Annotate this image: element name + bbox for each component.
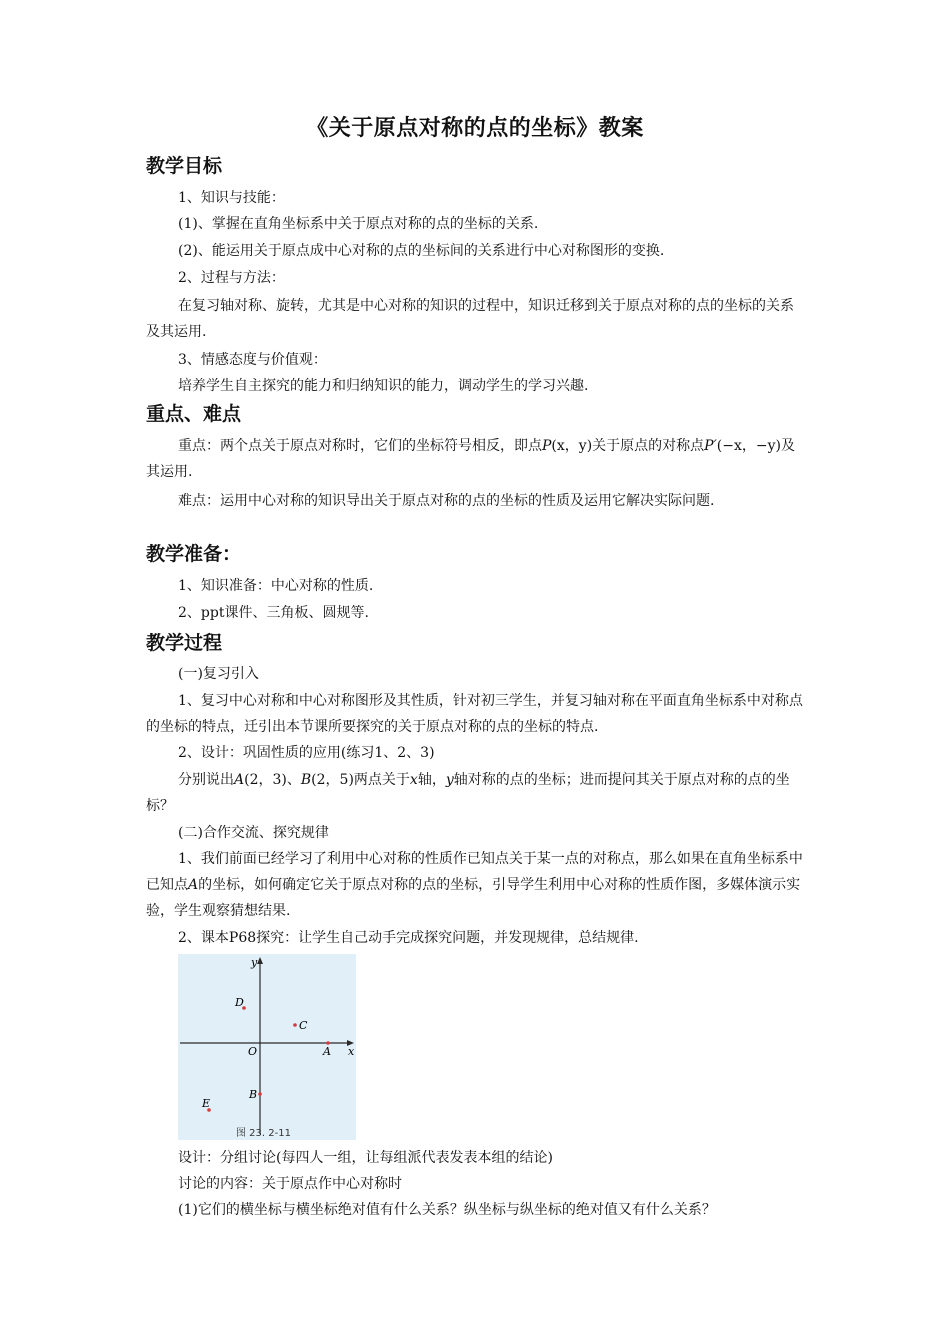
goal-item: 在复习轴对称、旋转，尤其是中心对称的知识的过程中，知识迁移到关于原点对称的点的坐标的关系及其运用. (146, 298, 794, 340)
heading-goals: 教学目标 (146, 155, 223, 177)
x-axis-var: x (409, 772, 418, 788)
process-part1-item: 1、复习中心对称和中心对称图形及其性质，针对初三学生，并复习轴对称在平面直角坐标系中对称点的坐标的特点，迁引出本节课所要探究的关于原点对称的点的坐标的特点. (146, 693, 803, 735)
process-part2-item: 2、课本P68探究：让学生自己动手完成探究问题，并发现规律，总结规律. (178, 930, 639, 946)
heading-key-points: 重点、难点 (146, 403, 242, 425)
discussion-text: 讨论的内容：关于原点作中心对称时 (178, 1176, 402, 1192)
goal-item: 3、情感态度与价值观： (178, 352, 327, 368)
point-c (293, 1023, 297, 1027)
process-part1-title: (一)复习引入 (178, 666, 259, 682)
figure-caption: 图 23. 2-11 (236, 1128, 291, 1139)
process-part1-item (146, 767, 806, 819)
design-text: 设计：分组讨论(每四人一组，让每组派代表发表本组的结论) (178, 1150, 553, 1166)
point-e-label: E (202, 1097, 211, 1110)
text-run: 轴， (417, 772, 446, 788)
point-p-coords: (x，y) (551, 438, 593, 454)
process-part1-item: 2、设计：巩固性质的应用(练习1、2、3) (178, 745, 435, 761)
y-axis-var: y (445, 772, 454, 788)
goal-item: 培养学生自主探究的能力和归纳知识的能力，调动学生的学习兴趣. (178, 378, 589, 394)
goal-item: (1)、掌握在直角坐标系中关于原点对称的点的坐标的关系. (178, 216, 539, 232)
point-b-label: B (249, 1088, 258, 1101)
heading-process: 教学过程 (146, 632, 223, 654)
text-run: 轴对称的点的坐标；进而提问其关于原点对称的点的坐标？ (146, 772, 790, 814)
goal-item: (2)、能运用关于原点成中心对称的点的坐标间的关系进行中心对称图形的变换. (178, 243, 665, 259)
process-part2-title: (二)合作交流、探究规律 (178, 825, 329, 841)
point-c-label: C (299, 1019, 308, 1032)
x-axis-label: x (348, 1045, 355, 1058)
point-a-label: A (234, 772, 245, 788)
point-p-prime-coords: (−x，−y) (716, 438, 781, 454)
point-a-label: A (323, 1045, 331, 1058)
goal-item: 1、知识与技能： (178, 190, 285, 206)
process-part2-item (146, 846, 806, 924)
question-1: (1)它们的横坐标与横坐标绝对值有什么关系？纵坐标与纵坐标的绝对值又有什么关系？ (178, 1202, 716, 1218)
text-run: (2，5)两点关于 (311, 772, 410, 788)
key-middle: 关于原点的对称点 (592, 438, 705, 454)
difficulty-text: 难点：运用中心对称的知识导出关于原点对称的点的坐标的性质及运用它解决实际问题. (178, 493, 715, 509)
document-title: 《关于原点对称的点的坐标》教案 (306, 116, 644, 141)
text-run: 的坐标，如何确定它关于原点对称的点的坐标，引导学生利用中心对称的性质作图，多媒体演示实验，学生观察猜想结果. (146, 877, 801, 919)
point-p: P (542, 438, 552, 454)
text-run: (2，3)、 (244, 772, 301, 788)
preparation-item: 1、知识准备：中心对称的性质. (178, 578, 374, 594)
point-a-label: A (188, 877, 199, 893)
point-d-label: D (235, 996, 244, 1009)
goal-item: 2、过程与方法： (178, 270, 285, 286)
y-axis-label: y (251, 956, 258, 969)
y-axis-arrow (257, 957, 263, 964)
text-run: 分别说出 (178, 772, 234, 788)
heading-preparation: 教学准备： (146, 543, 242, 565)
text-run: 1、我们前面已经学习了利用中心对称的性质作已知点关于某一点的对称点，那么如果在直角坐标系中已知点 (146, 851, 803, 893)
point-b (258, 1092, 262, 1096)
coordinate-figure (178, 954, 356, 1140)
point-b-label: B (300, 772, 312, 788)
origin-label: O (248, 1045, 258, 1058)
preparation-item: 2、ppt课件、三角板、圆规等. (178, 605, 369, 621)
key-point-text (146, 433, 806, 485)
key-prefix: 重点：两个点关于原点对称时，它们的坐标符号相反，即点 (178, 438, 542, 454)
point-p-prime: P′ (704, 438, 717, 454)
key-suffix: 及其运用. (146, 438, 795, 480)
coordinate-plane-svg (178, 954, 356, 1140)
